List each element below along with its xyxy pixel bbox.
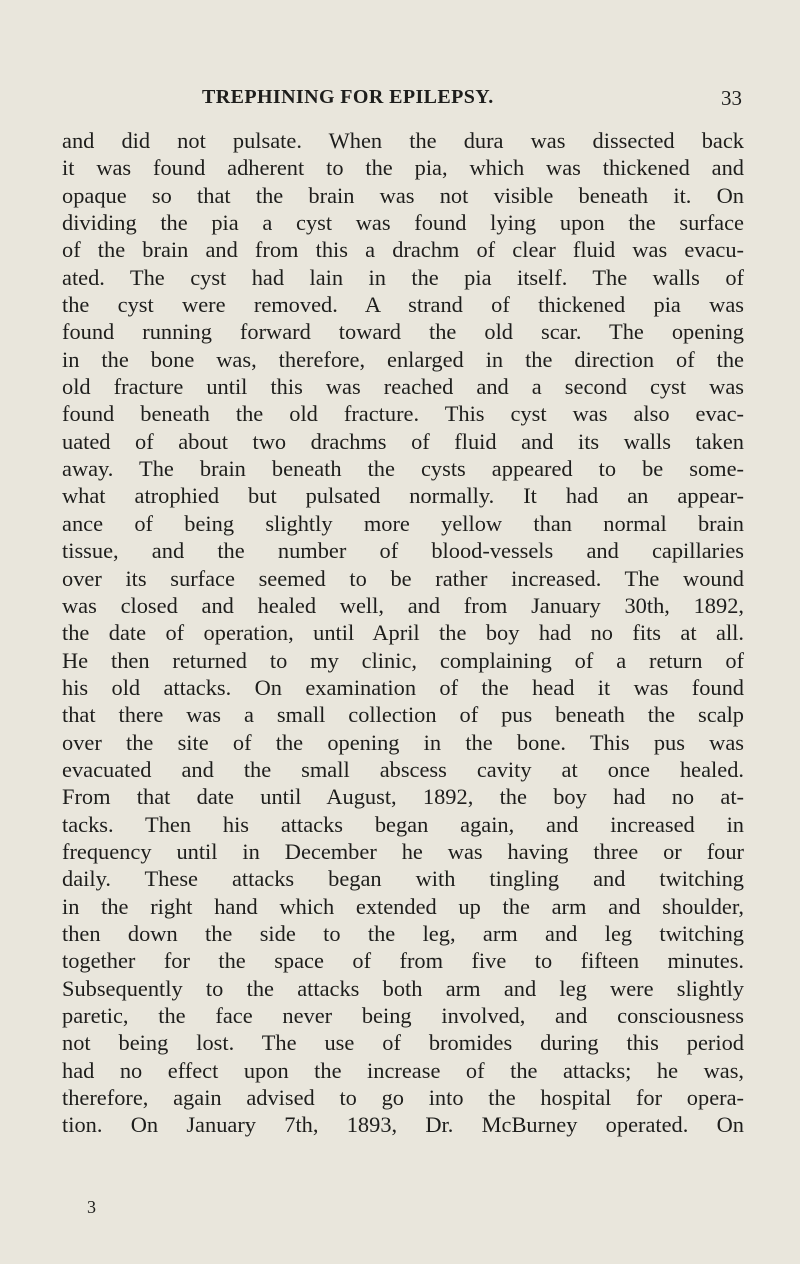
text-line: away. The brain beneath the cysts appeared to be some- [62, 456, 744, 482]
signature-mark: 3 [87, 1197, 96, 1217]
text-line: over its surface seemed to be rather increased. The wound [62, 565, 744, 591]
text-line: old fracture until this was reached and a second cyst was [62, 374, 744, 400]
text-line: together for the space of from five to fifteen minutes. [62, 948, 744, 974]
text-line: Subsequently to the attacks both arm and leg were slightly [62, 975, 744, 1001]
text-line: was closed and healed well, and from January 30th, 1892, [62, 592, 744, 618]
text-line: uated of about two drachms of fluid and its walls taken [62, 428, 744, 454]
text-line: his old attacks. On examination of the head it was found [62, 674, 744, 700]
running-head [60, 86, 742, 112]
text-line: and did not pulsate. When the dura was dissected back [62, 128, 744, 153]
text-line: found beneath the old fracture. This cyst was also evac- [62, 401, 744, 427]
text-line: had no effect upon the increase of the attacks; he was, [62, 1057, 744, 1083]
text-line: tissue, and the number of blood-vessels and capillaries [62, 538, 744, 564]
text-line: ated. The cyst had lain in the pia itself. The walls of [62, 264, 744, 290]
running-title: TREPHINING FOR EPILEPSY. [202, 86, 494, 108]
text-line: tacks. Then his attacks began again, and increased in [62, 811, 744, 837]
page-number: 33 [721, 86, 742, 110]
text-line: in the bone was, therefore, enlarged in the direction of the [62, 346, 744, 372]
text-line: not being lost. The use of bromides during this period [62, 1030, 744, 1056]
text-line: what atrophied but pulsated normally. It had an appear- [62, 483, 744, 509]
text-line: over the site of the opening in the bone. This pus was [62, 729, 744, 755]
text-line: opaque so that the brain was not visible beneath it. On [62, 182, 744, 208]
text-line: paretic, the face never being involved, and consciousness [62, 1003, 744, 1028]
text-line: dividing the pia a cyst was found lying upon the surface [62, 210, 744, 236]
text-line: ance of being slightly more yellow than normal brain [62, 510, 744, 536]
text-line: of the brain and from this a drachm of clear fluid was evacu- [62, 237, 744, 263]
text-line: the date of operation, until April the boy had no fits at all. [62, 620, 744, 646]
text-line: the cyst were removed. A strand of thickened pia was [62, 292, 744, 318]
text-line: in the right hand which extended up the arm and shoulder, [62, 893, 744, 919]
text-line: tion. On January 7th, 1893, Dr. McBurney operated. On [62, 1112, 744, 1138]
text-line: then down the side to the leg, arm and leg twitching [62, 920, 744, 946]
text-line: therefore, again advised to go into the hospital for opera- [62, 1085, 744, 1111]
text-line: He then returned to my clinic, complaining of a return of [62, 647, 744, 673]
text-line: frequency until in December he was having three or four [62, 838, 744, 864]
body-text [62, 127, 744, 1139]
text-line: that there was a small collection of pus beneath the scalp [62, 702, 744, 728]
text-line: evacuated and the small abscess cavity at once healed. [62, 756, 744, 782]
text-line: daily. These attacks began with tingling and twitching [62, 866, 744, 892]
text-line: it was found adherent to the pia, which was thickened and [62, 155, 744, 181]
text-line: found running forward toward the old scar. The opening [62, 319, 744, 345]
text-line: From that date until August, 1892, the boy had no at- [62, 784, 744, 810]
